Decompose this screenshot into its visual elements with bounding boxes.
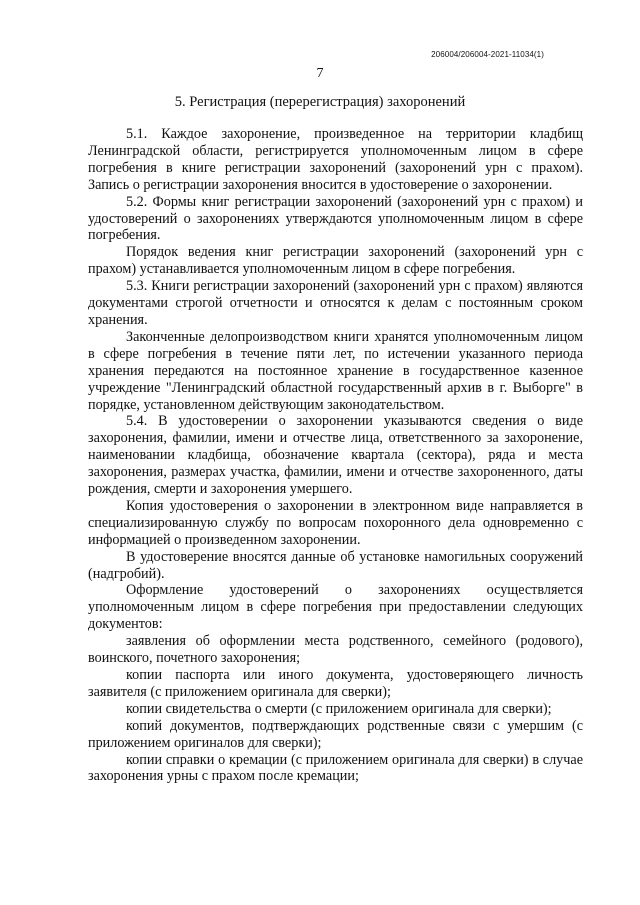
list-item-cremation-certificate: копии справки о кремации (с приложением оригинала для сверки) в случае захоронения урны с прахом после кремации; [88, 751, 583, 785]
section-heading: 5. Регистрация (перерегистрация) захоронений [174, 94, 466, 110]
paragraph-monuments: В удостоверение вносятся данные об установке намогильных сооружений (надгробий). [88, 548, 583, 582]
paragraph-archive-storage: Законченные делопроизводством книги хранятся уполномоченным лицом в сфере погребения в течение пяти лет, по истечении указанного периода хранения передаются на постоянное хранение в государственное казенное учреждение "Ленинградский областной государственный архив в г. Выборге" в порядке, установленном действующим законодательством. [88, 328, 583, 413]
list-item-kinship-documents: копий документов, подтверждающих родственные связи с умершим (с приложением оригиналов для сверки); [88, 717, 583, 751]
page-number: 7 [316, 66, 324, 81]
list-item-death-certificate: копии свидетельства о смерти (с приложением оригинала для сверки); [126, 700, 552, 717]
paragraph-register-procedure: Порядок ведения книг регистрации захоронений (захоронений урн с прахом) устанавливается уполномоченным лицом в сфере погребения. [88, 244, 583, 278]
paragraph-5-4: 5.4. В удостоверении о захоронении указываются сведения о виде захоронения, фамилии, имени и отчестве лица, ответственного за захоронение, наименовании кладбища, обозначение квартала (сектора), ряда и места захоронения, размерах участка, фамилии, имени и отчестве захороненного, даты рождения, смерти и захоронения умершего. [88, 413, 583, 498]
paragraph-electronic-copy: Копия удостоверения о захоронении в электронном виде направляется в специализированную службу по вопросам похоронного дела одновременно с информацией о произведенном захоронении. [88, 497, 583, 548]
body-text [88, 126, 583, 785]
paragraph-5-3: 5.3. Книги регистрации захоронений (захоронений урн с прахом) являются документами строгой отчетности и относятся к делам с постоянным сроком хранения. [88, 278, 583, 328]
list-item-application: заявления об оформлении места родственного, семейного (родового), воинского, почетного захоронения; [88, 633, 583, 667]
list-item-passport-copy: копии паспорта или иного документа, удостоверяющего личность заявителя (с приложением оригинала для сверки); [88, 667, 583, 700]
paragraph-documents-intro: Оформление удостоверений о захоронениях осуществляется уполномоченным лицом в сфере погребения при предоставлении следующих документов: [88, 582, 583, 633]
document-id: 206004/206004-2021-11034(1) [431, 50, 544, 59]
paragraph-5-2: 5.2. Формы книг регистрации захоронений (захоронений урн с прахом) и удостоверений о захоронениях утверждаются уполномоченным лицом в сфере погребения. [88, 193, 583, 244]
paragraph-5-1: 5.1. Каждое захоронение, произведенное на территории кладбищ Ленинградской области, регистрируется уполномоченным лицом в сфере погребения в книге регистрации захоронений (захоронений урн с прахом). Запись о регистрации захоронения вносится в удостоверение о захоронении. [88, 126, 583, 193]
